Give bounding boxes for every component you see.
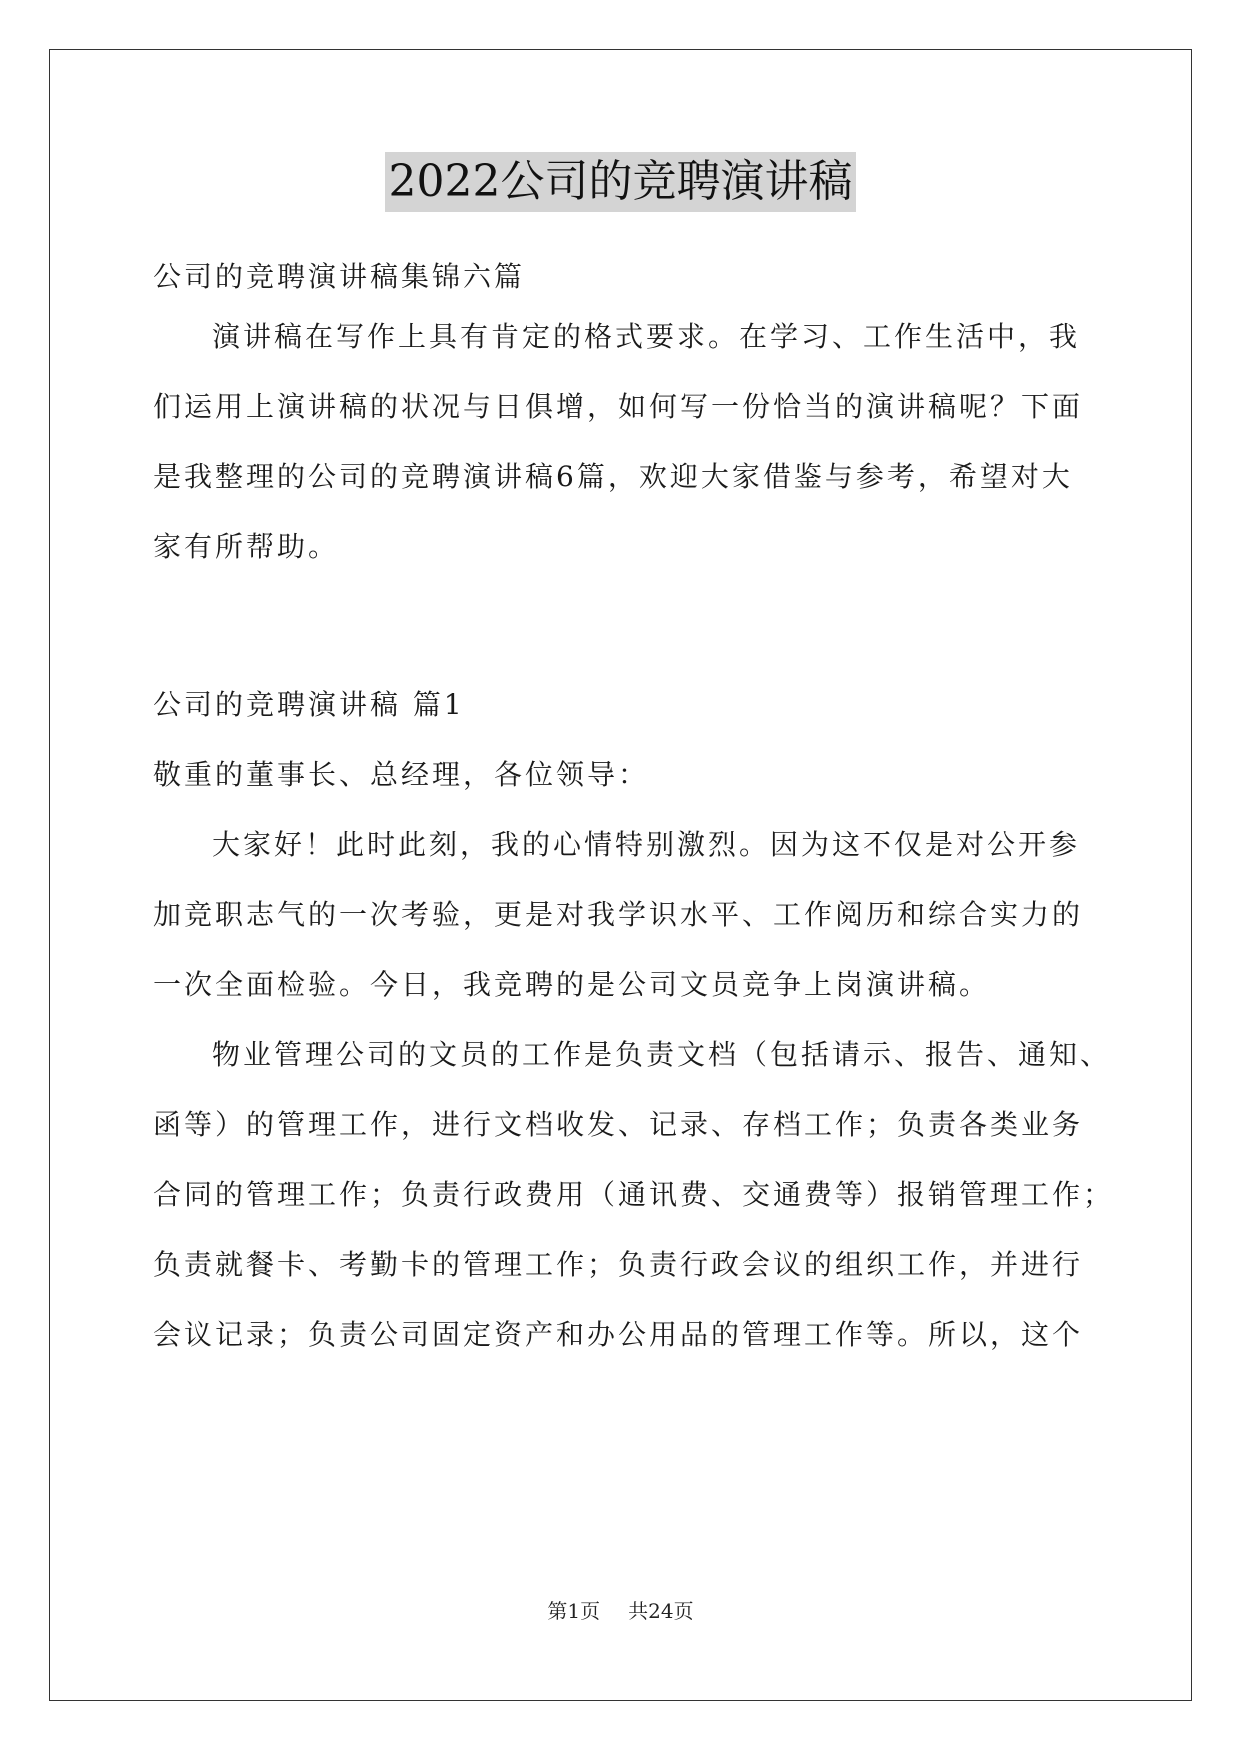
page-total: 共24页 xyxy=(628,1599,694,1623)
salutation-line: 敬重的董事长、总经理，各位领导： xyxy=(153,758,650,791)
document-title: 2022公司的竞聘演讲稿 xyxy=(385,152,857,212)
paragraph-line: 一次全面检验。今日，我竞聘的是公司文员竞争上岗演讲稿。 xyxy=(153,968,991,1001)
page-footer xyxy=(0,1598,1241,1624)
paragraph-line: 是我整理的公司的竞聘演讲稿6篇，欢迎大家借鉴与参考，希望对大 xyxy=(153,460,1073,493)
paragraph-line: 演讲稿在写作上具有肯定的格式要求。在学习、工作生活中，我 xyxy=(212,320,1081,353)
paragraph-line: 函等）的管理工作，进行文档收发、记录、存档工作；负责各类业务 xyxy=(153,1108,1084,1141)
paragraph-line: 会议记录；负责公司固定资产和办公用品的管理工作等。所以，这个 xyxy=(153,1318,1084,1351)
paragraph-line: 物业管理公司的文员的工作是负责文档（包括请示、报告、通知、 xyxy=(212,1038,1112,1071)
section-heading: 公司的竞聘演讲稿 篇1 xyxy=(153,688,465,721)
paragraph-line: 们运用上演讲稿的状况与日俱增，如何写一份恰当的演讲稿呢？下面 xyxy=(153,390,1084,423)
paragraph-line: 加竞职志气的一次考验，更是对我学识水平、工作阅历和综合实力的 xyxy=(153,898,1084,931)
page-number: 第1页 xyxy=(547,1599,601,1623)
subtitle-line: 公司的竞聘演讲稿集锦六篇 xyxy=(153,260,526,293)
paragraph-line: 负责就餐卡、考勤卡的管理工作；负责行政会议的组织工作，并进行 xyxy=(153,1248,1084,1281)
title-container xyxy=(0,152,1241,212)
paragraph-line: 合同的管理工作；负责行政费用（通讯费、交通费等）报销管理工作； xyxy=(153,1178,1115,1211)
paragraph-line: 大家好！此时此刻，我的心情特别激烈。因为这不仅是对公开参 xyxy=(212,828,1081,861)
paragraph-line: 家有所帮助。 xyxy=(153,530,340,563)
